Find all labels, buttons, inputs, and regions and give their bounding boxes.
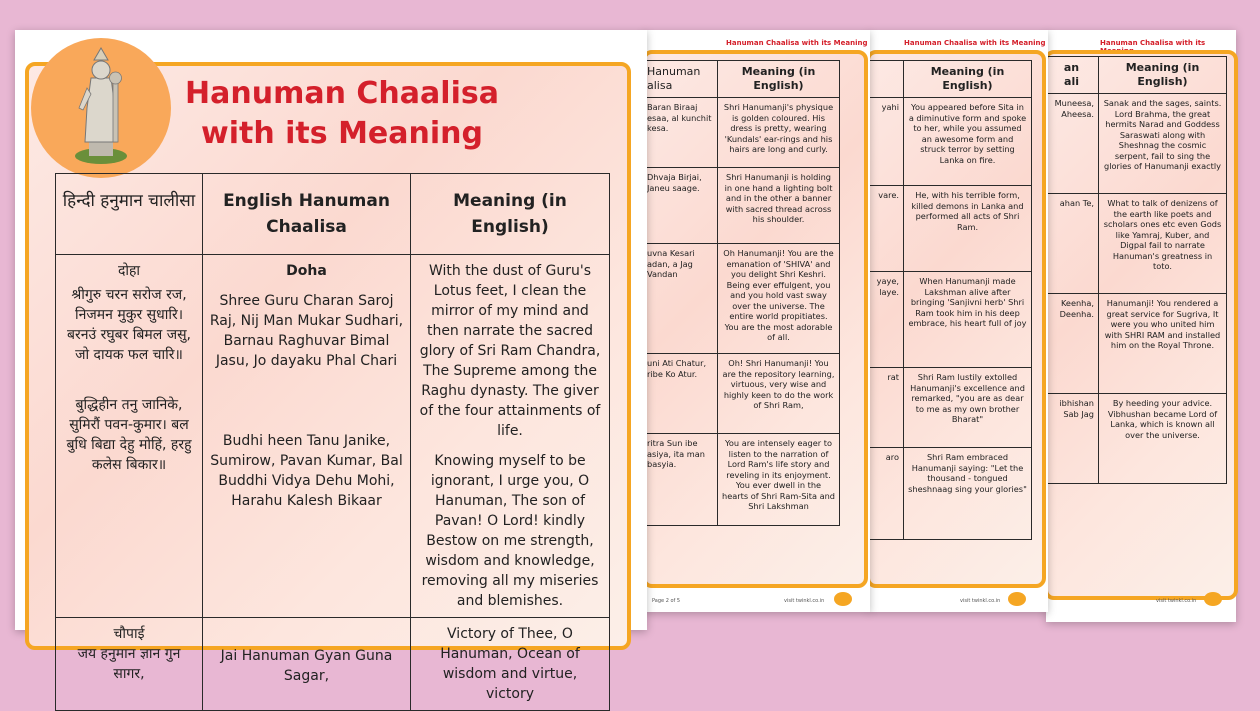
worksheet-page-front xyxy=(15,30,647,702)
chaupai-hindi-verse-1: जय हनुमान ज्ञान गुन सागर, xyxy=(77,646,181,682)
doha-meaning-2: Knowing myself to be ignorant, I urge you, O Hanuman, The son of Pavan! O Lord! kindly Bestow on me strength, wisdom and knowledge, removing all my miseries and blemishes. xyxy=(421,453,599,609)
col2-header: Meaning (in English) xyxy=(904,61,1032,98)
table-cell: Oh! Shri Hanumanji! You are the repository learning, virtuous, very wise and highly keen to do the work of Shri Ram, xyxy=(718,354,840,434)
footer-link: visit twinkl.co.in xyxy=(960,598,1001,604)
page-title xyxy=(177,74,507,154)
doha-english-verse-1: Shree Guru Charan Saroj Raj, Nij Man Mukar Sudhari, Barnau Raghuvar Bimal Jasu, Jo dayaku Phal Chari xyxy=(209,293,404,369)
col2-header: Meaning (in English) xyxy=(1099,57,1227,94)
chaupai-english-cell xyxy=(203,618,411,711)
table-cell: vare. xyxy=(867,186,904,272)
table-cell: Muneesa, Aheesa. xyxy=(1045,94,1099,194)
page-header-title: Hanuman Chaalisa with its Meaning xyxy=(726,39,868,47)
table-cell: ritra Sun ibe asiya, ita man basyia. xyxy=(643,434,718,526)
table-cell: Shri Ram lustily extolled Hanumanji's excellence and remarked, "you are as dear to me as my own brother Bharat" xyxy=(904,368,1032,448)
table-cell: You appeared before Sita in a diminutive form and spoke to her, while you assumed an awesome form and struck terror by setting Lanka on fire. xyxy=(904,98,1032,186)
page-header-title: Hanuman Chaalisa with its Meaning xyxy=(904,39,1046,47)
hanuman-illustration xyxy=(31,38,171,178)
twinkl-logo-icon xyxy=(834,592,852,606)
doha-hindi-label: दोहा xyxy=(117,263,141,279)
col2-header: Meaning (in English) xyxy=(718,61,840,98)
table-cell: ahan Te, xyxy=(1045,194,1099,294)
table-cell: When Hanumanji made Lakshman alive after bringing 'Sanjivni herb' Shri Ram took him in his deep embrace, his heart full of joy xyxy=(904,272,1032,368)
doha-english-cell xyxy=(203,255,411,618)
table-cell: Shri Ram embraced Hanumanji saying: "Let the thousand - tongued sheshnaag sing your glories" xyxy=(904,448,1032,540)
table-cell: aro xyxy=(867,448,904,540)
worksheet-page-2 xyxy=(868,30,1048,612)
meaning-table xyxy=(866,60,1032,540)
col1-header: an ali xyxy=(1045,57,1099,94)
chaupai-hindi-cell xyxy=(56,618,203,711)
table-cell: Keenha, Deenha. xyxy=(1045,294,1099,394)
footer-link: visit twinkl.co.in xyxy=(1156,598,1197,604)
table-cell: ibhishan Sab Jag xyxy=(1045,394,1099,484)
worksheet-page-1 xyxy=(644,30,870,612)
worksheet-page-3 xyxy=(1046,30,1236,622)
title-line-1: Hanuman Chaalisa xyxy=(185,76,499,111)
table-cell: Shri Hanumanji's physique is golden coloured. His dress is pretty, wearing 'Kundals' ear-rings and his hairs are long and curly. xyxy=(718,98,840,168)
table-cell: Baran Biraaj esaa, al kunchit kesa. xyxy=(643,98,718,168)
chaalisa-table xyxy=(55,173,610,711)
table-cell: You are intensely eager to listen to the narration of Lord Ram's life story and reveling in its enjoyment. You ever dwell in the hearts of Shri Ram-Sita and Shri Lakshman xyxy=(718,434,840,526)
chaupai-hindi-label: चौपाई xyxy=(113,626,145,642)
page-number: Page 2 of 5 xyxy=(652,598,681,604)
doha-hindi-verse-2: बुद्धिहीन तनु जानिके, सुमिरौं पवन-कुमार। बल बुधि बिद्या देहु मोहिं, हरहु कलेस बिकार॥ xyxy=(66,397,192,473)
chaupai-meaning-1: Victory of Thee, O Hanuman, Ocean of wisdom and virtue, victory xyxy=(440,626,580,702)
table-cell: uvna Kesari adan, a Jag Vandan xyxy=(643,244,718,354)
table-cell: Dhvaja Birjai, Janeu saage. xyxy=(643,168,718,244)
table-cell: yahi xyxy=(867,98,904,186)
table-cell: Sanak and the sages, saints. Lord Brahma, the great hermits Narad and Goddess Saraswati along with Sheshnag the cosmic serpent, fail to sing the glories of Hanumanji exactly xyxy=(1099,94,1227,194)
title-line-2: with its Meaning xyxy=(201,116,483,151)
hanuman-statue-icon xyxy=(31,38,171,178)
table-cell: yaye, laye. xyxy=(867,272,904,368)
header-english: English Hanuman Chaalisa xyxy=(203,174,411,255)
table-cell: By heeding your advice. Vibhushan became Lord of Lanka, which is known all over the universe. xyxy=(1099,394,1227,484)
table-cell: uni Ati Chatur, ribe Ko Atur. xyxy=(643,354,718,434)
table-cell: Oh Hanumanji! You are the emanation of 'SHIVA' and you delight Shri Keshri. Being ever effulgent, you and you hold vast sway over the universe. The entire world propitiates. You are the most adorable of all. xyxy=(718,244,840,354)
doha-english-verse-2: Budhi heen Tanu Janike, Sumirow, Pavan Kumar, Bal Buddhi Vidya Dehu Mohi, Harahu Kalesh Bikaar xyxy=(210,433,403,509)
doha-english-label: Doha xyxy=(286,263,327,279)
table-cell: Hanumanji! You rendered a great service for Sugriva, It were you who united him with SHRI RAM and installed him on the Royal Throne. xyxy=(1099,294,1227,394)
footer-link: visit twinkl.co.in xyxy=(784,598,825,604)
header-meaning: Meaning (in English) xyxy=(411,174,610,255)
col1-header xyxy=(867,61,904,98)
meaning-table xyxy=(1044,56,1227,484)
doha-hindi-verse-1: श्रीगुरु चरन सरोज रज, निजमन मुकुर सुधारि। बरनउं रघुबर बिमल जसु, जो दायक फल चारि॥ xyxy=(66,287,192,363)
page-header-title: Hanuman Chaalisa with its xyxy=(1100,39,1206,47)
chaupai-english-verse-1: Jai Hanuman Gyan Guna Sagar, xyxy=(220,648,393,684)
doha-meaning-1: With the dust of Guru's Lotus feet, I clean the mirror of my mind and then narrate the sacred glory of Sri Ram Chandra, The Supreme among the Raghu dynasty. The giver of the four attainments of life. xyxy=(419,263,601,439)
table-cell: Shri Hanumanji is holding in one hand a lighting bolt and in the other a banner with sacred thread across his shoulder. xyxy=(718,168,840,244)
header-hindi: हिन्दी हनुमान चालीसा xyxy=(56,174,203,255)
table-cell: He, with his terrible form, killed demons in Lanka and performed all acts of Shri Ram. xyxy=(904,186,1032,272)
doha-meaning-cell xyxy=(411,255,610,618)
col1-header: Hanuman alisa xyxy=(643,61,718,98)
meaning-table xyxy=(642,60,840,526)
chaupai-meaning-cell xyxy=(411,618,610,711)
twinkl-logo-icon xyxy=(1204,592,1222,606)
twinkl-logo-icon xyxy=(1008,592,1026,606)
doha-hindi-cell xyxy=(56,255,203,618)
table-cell: What to talk of denizens of the earth like poets and scholars ones etc even Gods like Yamraj, Kuber, and Digpal fail to narrate Hanuman's greatness in toto. xyxy=(1099,194,1227,294)
table-cell: rat xyxy=(867,368,904,448)
